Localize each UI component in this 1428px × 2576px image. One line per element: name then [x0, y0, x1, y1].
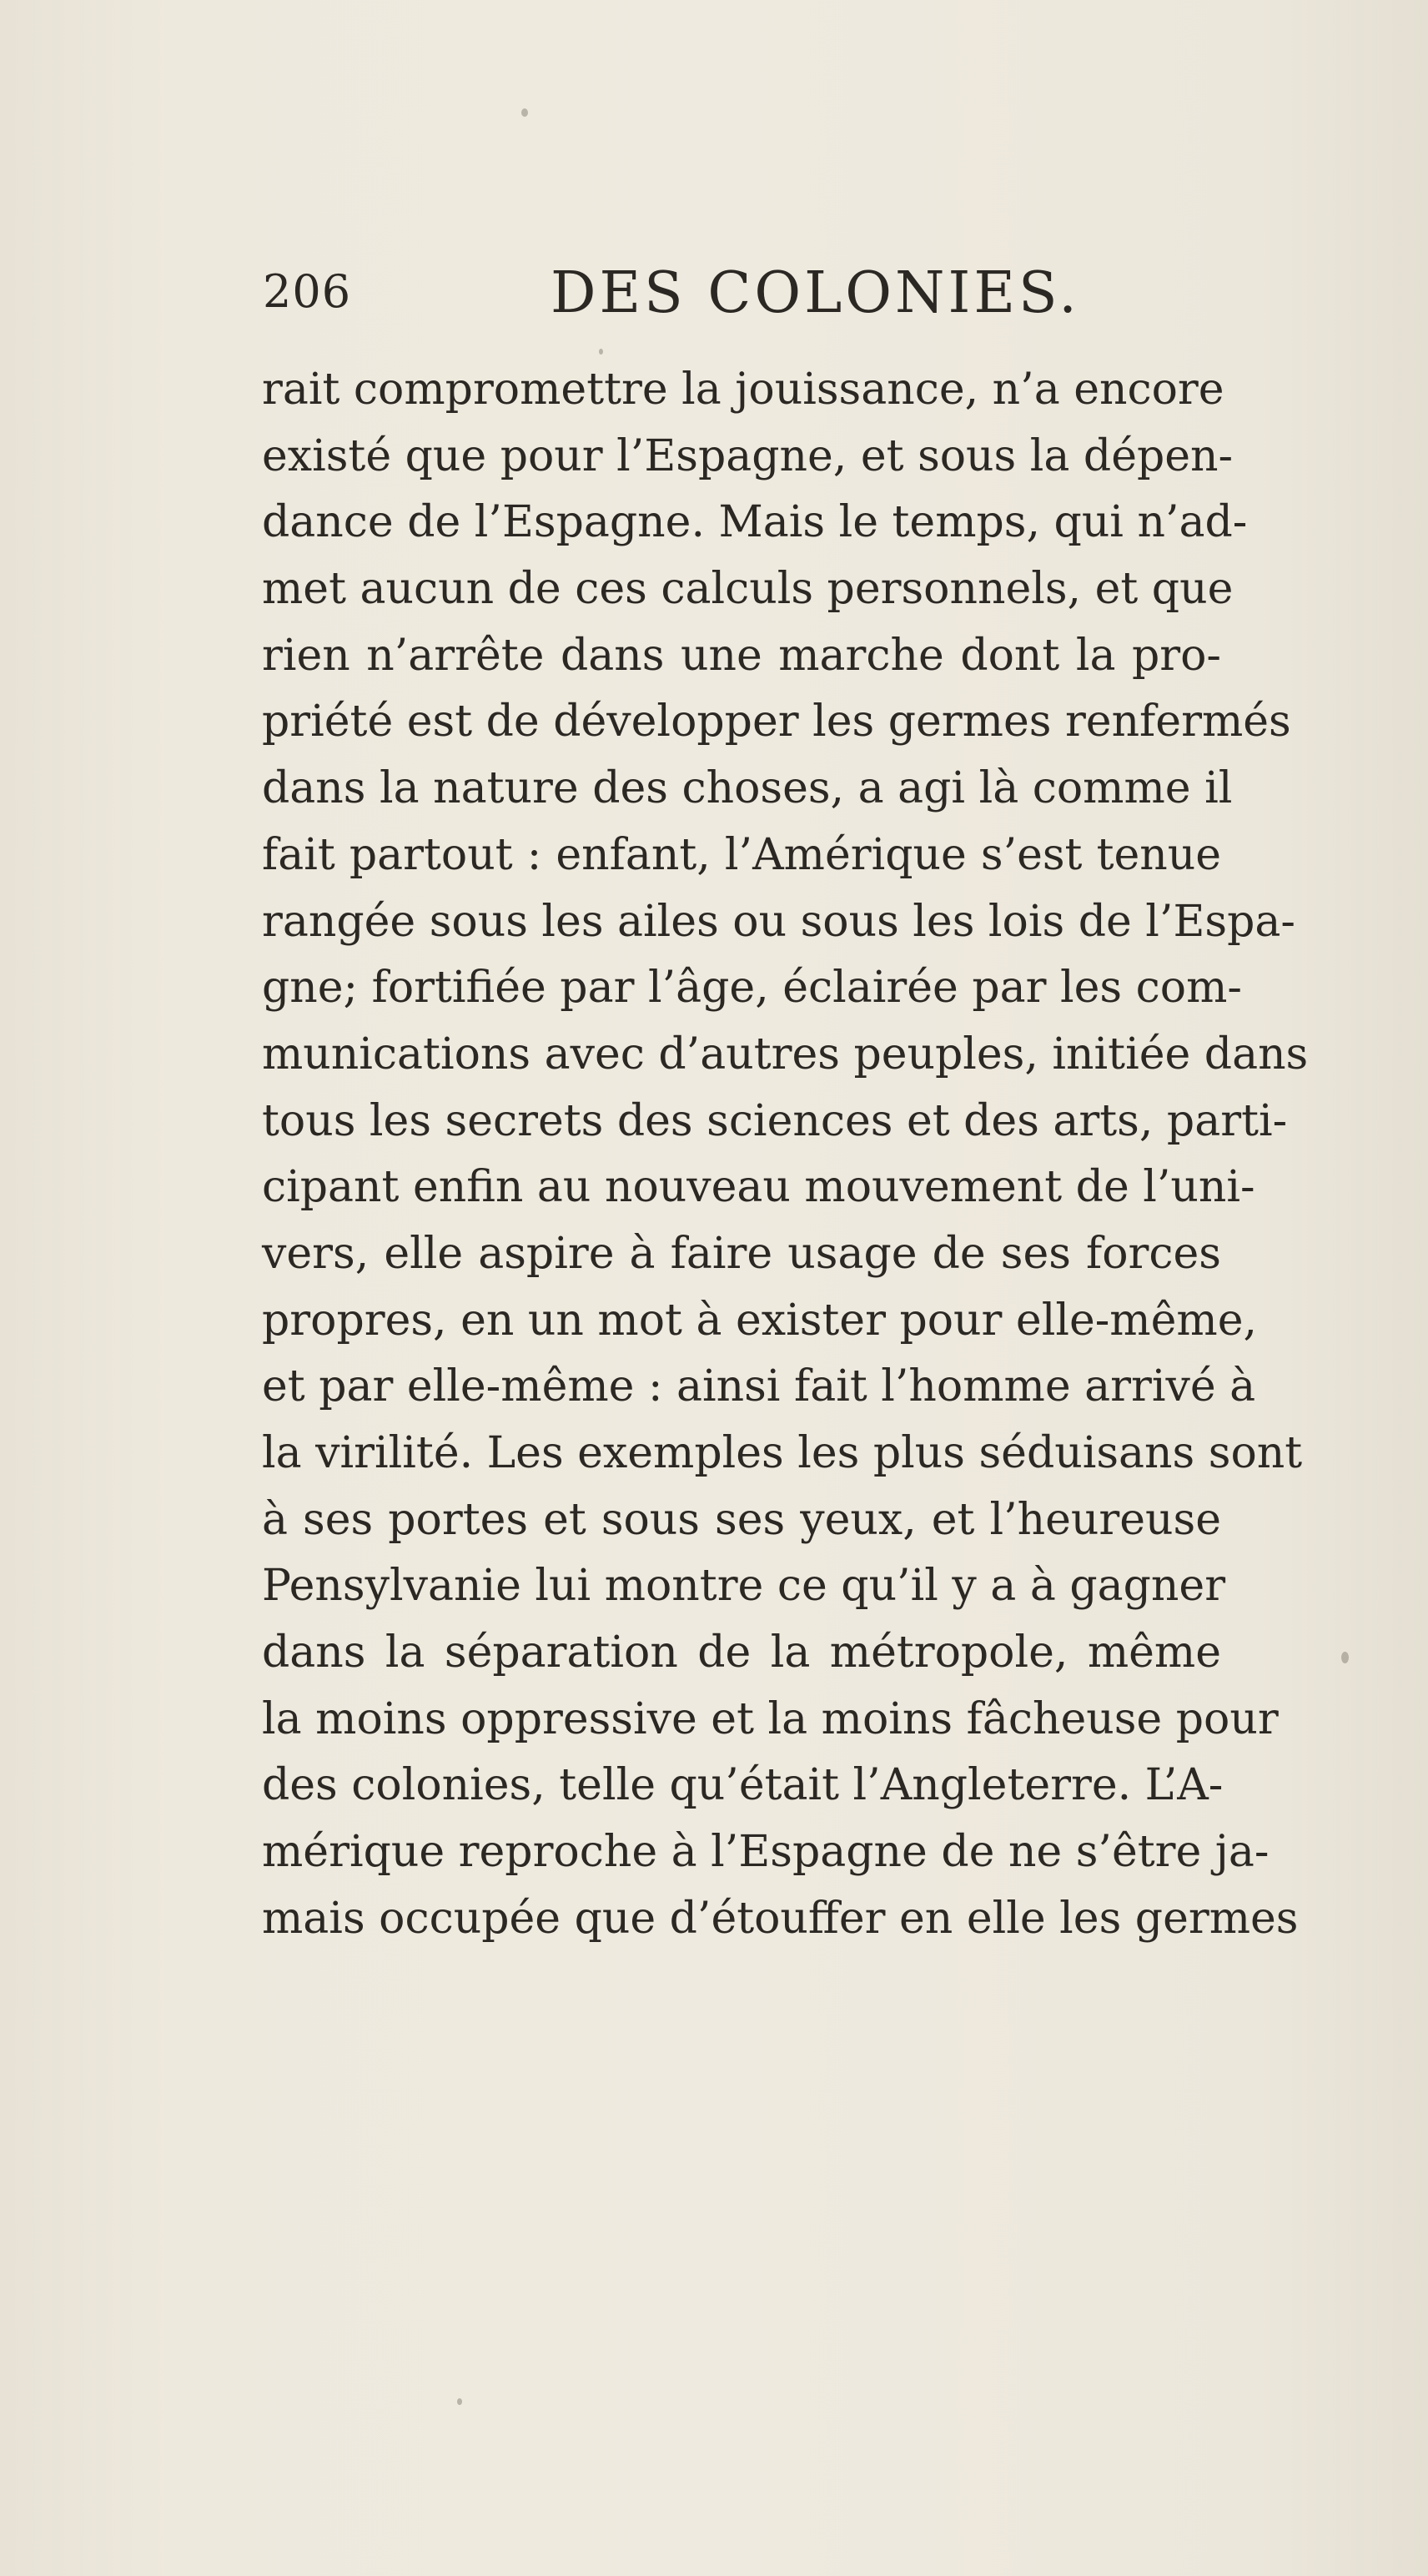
body-text [262, 357, 1309, 1953]
text-line: existé que pour l’Espagne, et sous la dépen- [262, 430, 1234, 481]
paper-speck [521, 108, 528, 117]
page-number: 206 [263, 265, 352, 318]
text-line: dance de l’Espagne. Mais le temps, qui n’ad- [262, 497, 1248, 548]
text-line: des colonies, telle qu’était l’Angleterre. L’A- [262, 1760, 1224, 1811]
text-line: vers, elle aspire à faire usage de ses forces [262, 1228, 1221, 1279]
text-line: rangée sous les ailes ou sous les lois de l’Espa- [262, 896, 1295, 947]
text-line: rien n’arrête dans une marche dont la pro- [262, 630, 1221, 681]
text-line: la moins oppressive et la moins fâcheuse pour [262, 1693, 1279, 1744]
text-line: cipant enfin au nouveau mouvement de l’uni- [262, 1162, 1255, 1213]
text-line: rait compromettre la jouissance, n’a encore [262, 365, 1224, 415]
paper-speck [1341, 1652, 1349, 1663]
text-line: à ses portes et sous ses yeux, et l’heureuse [262, 1494, 1221, 1545]
text-line: propres, en un mot à exister pour elle-même, [262, 1295, 1258, 1346]
text-line: fait partout : enfant, l’Amérique s’est tenue [262, 829, 1221, 880]
text-line: et par elle-même : ainsi fait l’homme arrivé à [262, 1361, 1256, 1412]
running-head: DES COLONIES. [551, 260, 1080, 326]
paper-speck [599, 349, 603, 355]
paper-speck [457, 2398, 462, 2405]
text-line: munications avec d’autres peuples, initiée dans [262, 1029, 1309, 1079]
text-line: met aucun de ces calculs personnels, et que [262, 564, 1234, 615]
text-line: Pensylvanie lui montre ce qu’il y a à gagner [262, 1561, 1226, 1612]
text-line: mérique reproche à l’Espagne de ne s’être ja- [262, 1827, 1270, 1878]
text-line: gne; fortifiée par l’âge, éclairée par les com- [262, 963, 1242, 1014]
text-line: mais occupée que d’étouffer en elle les germes [262, 1893, 1299, 1944]
text-line: la virilité. Les exemples les plus séduisans sont [262, 1428, 1303, 1478]
page-header [263, 260, 1205, 327]
text-line: dans la séparation de la métropole, même [262, 1628, 1221, 1678]
text-line: dans la nature des choses, a agi là comme il [262, 763, 1233, 814]
text-line: priété est de développer les germes renfermés [262, 697, 1291, 747]
text-line: tous les secrets des sciences et des arts, parti- [262, 1095, 1288, 1146]
